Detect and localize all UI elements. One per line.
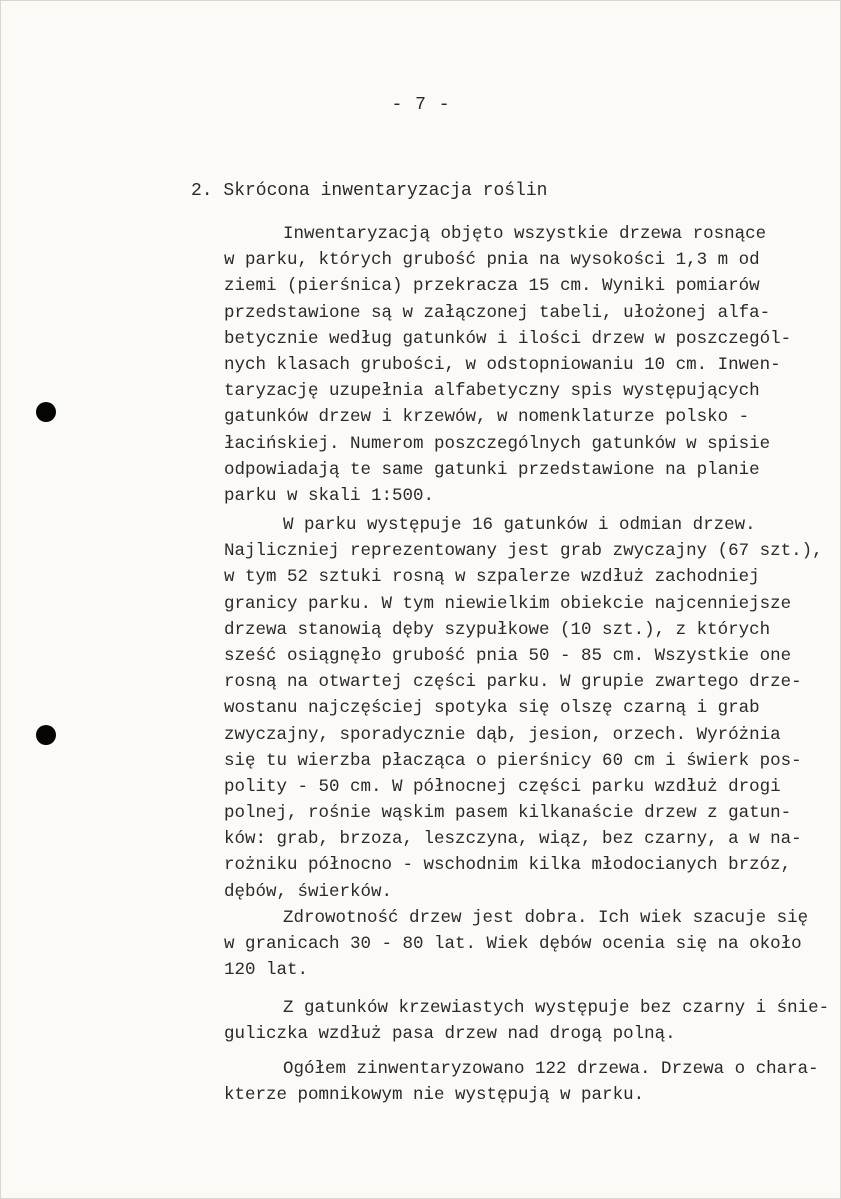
paragraph-shrubs	[224, 995, 829, 1047]
paragraph-line: wostanu najczęściej spotyka się olszę czarną i grab	[224, 698, 760, 719]
paragraph-line: w tym 52 sztuki rosną w szpalerze wzdłuż zachodniej	[224, 567, 760, 588]
paragraph-summary	[224, 1056, 819, 1108]
paragraph-line: granicy parku. W tym niewielkim obiekcie najcenniejsze	[224, 593, 792, 614]
paragraph-line: Zdrowotność drzew jest dobra. Ich wiek szacuje się	[283, 908, 809, 928]
paragraph-species-description	[224, 512, 823, 905]
paragraph-line: guliczka wzdłuż pasa drzew nad drogą polną.	[224, 1024, 676, 1045]
paragraph-line: odpowiadają te same gatunki przedstawione na planie	[224, 459, 760, 480]
paragraph-line: kterze pomnikowym nie występują w parku.	[224, 1085, 645, 1106]
paragraph-line: Najliczniej reprezentowany jest grab zwyczajny (67 szt.),	[224, 541, 823, 562]
paragraph-line: dębów, świerków.	[224, 881, 393, 902]
page-number: - 7 -	[391, 95, 451, 115]
paragraph-line: sześć osiągnęło grubość pnia 50 - 85 cm. Wszystkie one	[224, 645, 792, 666]
paragraph-inventory-scope	[224, 221, 791, 509]
paragraph-line: przedstawione są w załączonej tabeli, ułożonej alfa-	[224, 302, 771, 323]
paragraph-line: łacińskiej. Numerom poszczególnych gatunków w spisie	[224, 433, 771, 454]
paragraph-line: ziemi (pierśnica) przekracza 15 cm. Wyniki pomiarów	[224, 276, 760, 297]
punch-hole-top	[36, 402, 56, 422]
paragraph-line: Inwentaryzacją objęto wszystkie drzewa rosnące	[283, 224, 767, 244]
paragraph-line: W parku występuje 16 gatunków i odmian drzew.	[283, 515, 756, 535]
paragraph-line: taryzację uzupełnia alfabetyczny spis występujących	[224, 381, 760, 402]
paragraph-line: polity - 50 cm. W północnej części parku wzdłuż drogi	[224, 776, 781, 797]
paragraph-line: rosną na otwartej części parku. W grupie zwartego drze-	[224, 672, 802, 693]
paragraph-line: nych klasach grubości, w odstopniowaniu 10 cm. Inwen-	[224, 354, 781, 375]
paragraph-line: zwyczajny, sporadycznie dąb, jesion, orzech. Wyróżnia	[224, 724, 781, 745]
paragraph-line: polnej, rośnie wąskim pasem kilkanaście drzew z gatun-	[224, 803, 792, 824]
paragraph-tree-health	[224, 905, 808, 984]
paragraph-line: Ogółem zinwentaryzowano 122 drzewa. Drzewa o chara-	[283, 1059, 819, 1079]
paragraph-line: drzewa stanowią dęby szypułkowe (10 szt.), z których	[224, 619, 771, 640]
paragraph-line: gatunków drzew i krzewów, w nomenklaturze polsko -	[224, 407, 750, 428]
paragraph-line: w granicach 30 - 80 lat. Wiek dębów ocenia się na około	[224, 934, 802, 955]
punch-hole-bottom	[36, 725, 56, 745]
paragraph-line: parku w skali 1:500.	[224, 485, 435, 506]
paragraph-line: betycznie według gatunków i ilości drzew w poszczegól-	[224, 328, 792, 349]
paragraph-line: się tu wierzba płacząca o pierśnicy 60 cm i świerk pos-	[224, 750, 802, 771]
paragraph-line: w parku, których grubość pnia na wysokości 1,3 m od	[224, 250, 760, 271]
section-heading: 2. Skrócona inwentaryzacja roślin	[191, 181, 548, 201]
paragraph-line: rożniku północno - wschodnim kilka młodocianych brzóz,	[224, 855, 792, 876]
paragraph-line: 120 lat.	[224, 960, 309, 981]
paragraph-line: Z gatunków krzewiastych występuje bez czarny i śnie-	[283, 998, 830, 1018]
paragraph-line: ków: grab, brzoza, leszczyna, wiąz, bez czarny, a w na-	[224, 829, 802, 850]
